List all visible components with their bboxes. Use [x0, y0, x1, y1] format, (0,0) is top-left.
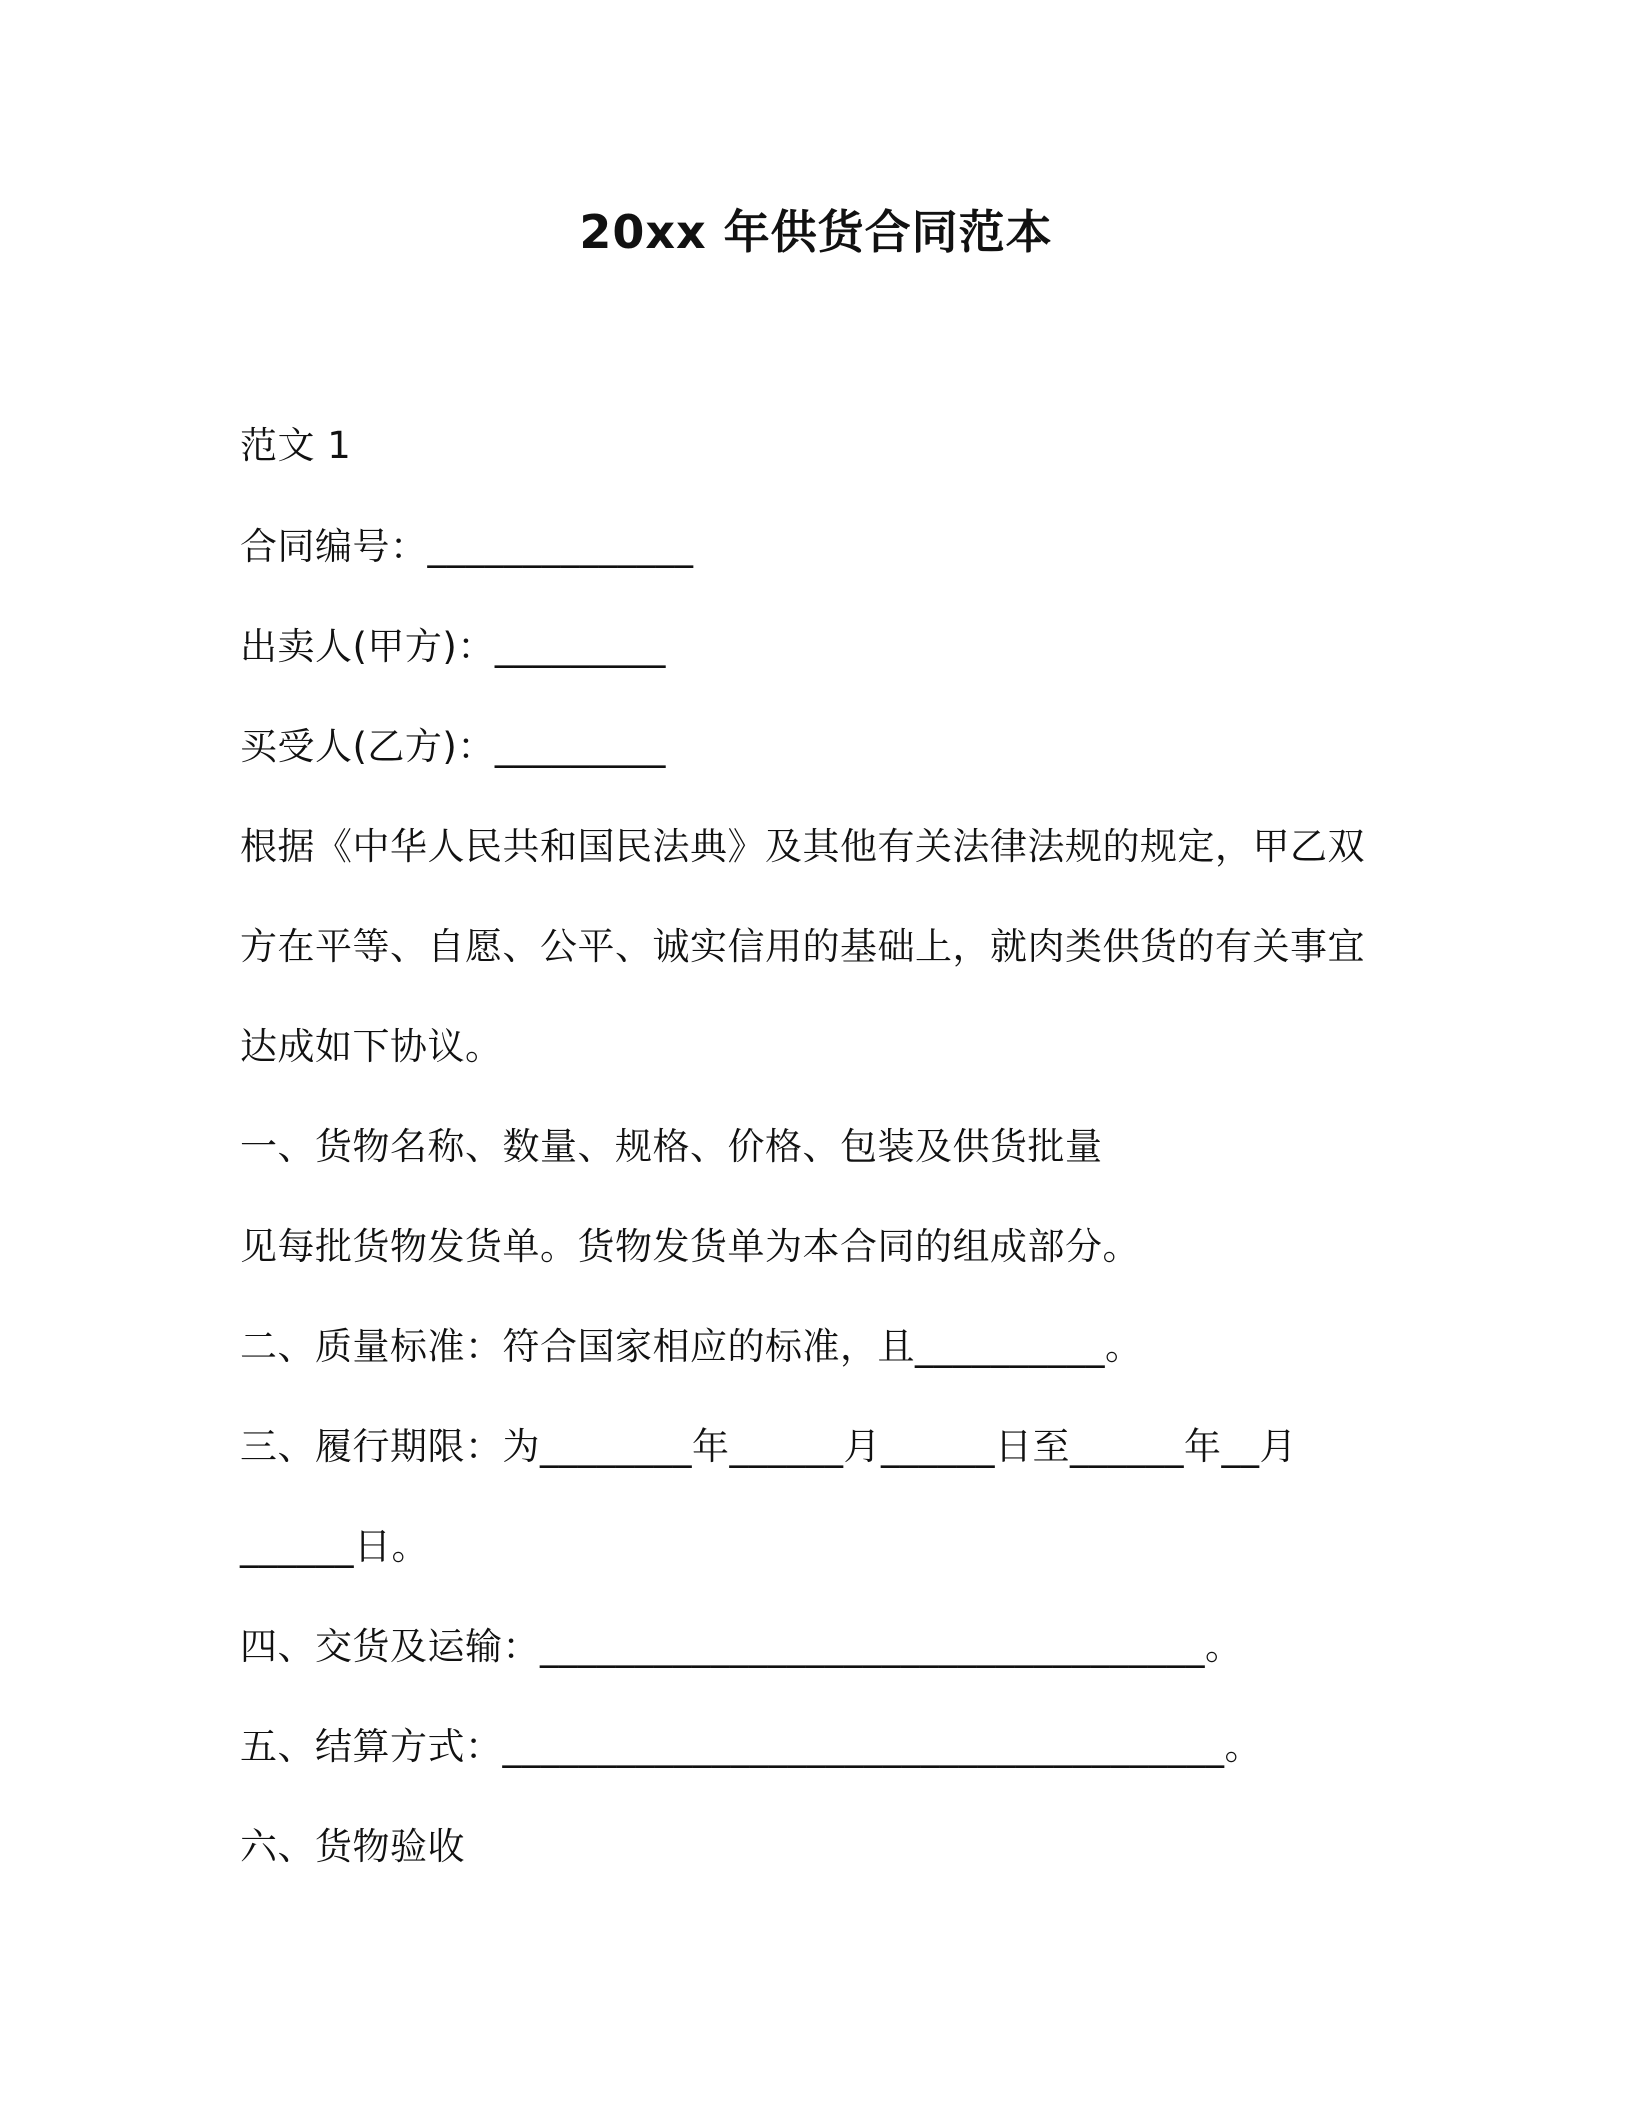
preamble-line-2: 方在平等、自愿、公平、诚实信用的基础上，就肉类供货的有关事宜: [240, 925, 1365, 968]
clause-6-acceptance: 六、货物验收: [240, 1825, 465, 1868]
clause-3-term-line-2: ______日。: [240, 1525, 429, 1568]
clause-5-settlement: 五、结算方式：______________________________________。: [240, 1725, 1262, 1768]
contract-number-field: 合同编号：______________: [240, 525, 694, 568]
clause-1-heading: 一、货物名称、数量、规格、价格、包装及供货批量: [240, 1125, 1103, 1168]
clause-1-body: 见每批货物发货单。货物发货单为本合同的组成部分。: [240, 1225, 1140, 1268]
seller-field: 出卖人(甲方)：_________: [240, 625, 666, 668]
document-title: 20xx 年供货合同范本: [579, 205, 1053, 259]
buyer-field: 买受人(乙方)：_________: [240, 725, 666, 768]
clause-4-delivery: 四、交货及运输：___________________________________。: [240, 1625, 1243, 1668]
preamble-line-3: 达成如下协议。: [240, 1025, 503, 1068]
clause-3-term-line-1: 三、履行期限：为________年______月______日至______年__月: [240, 1425, 1297, 1468]
section-label: 范文 1: [240, 424, 352, 467]
clause-2-quality: 二、质量标准：符合国家相应的标准，且__________。: [240, 1325, 1143, 1368]
preamble-line-1: 根据《中华人民共和国民法典》及其他有关法律法规的规定，甲乙双: [240, 825, 1365, 868]
